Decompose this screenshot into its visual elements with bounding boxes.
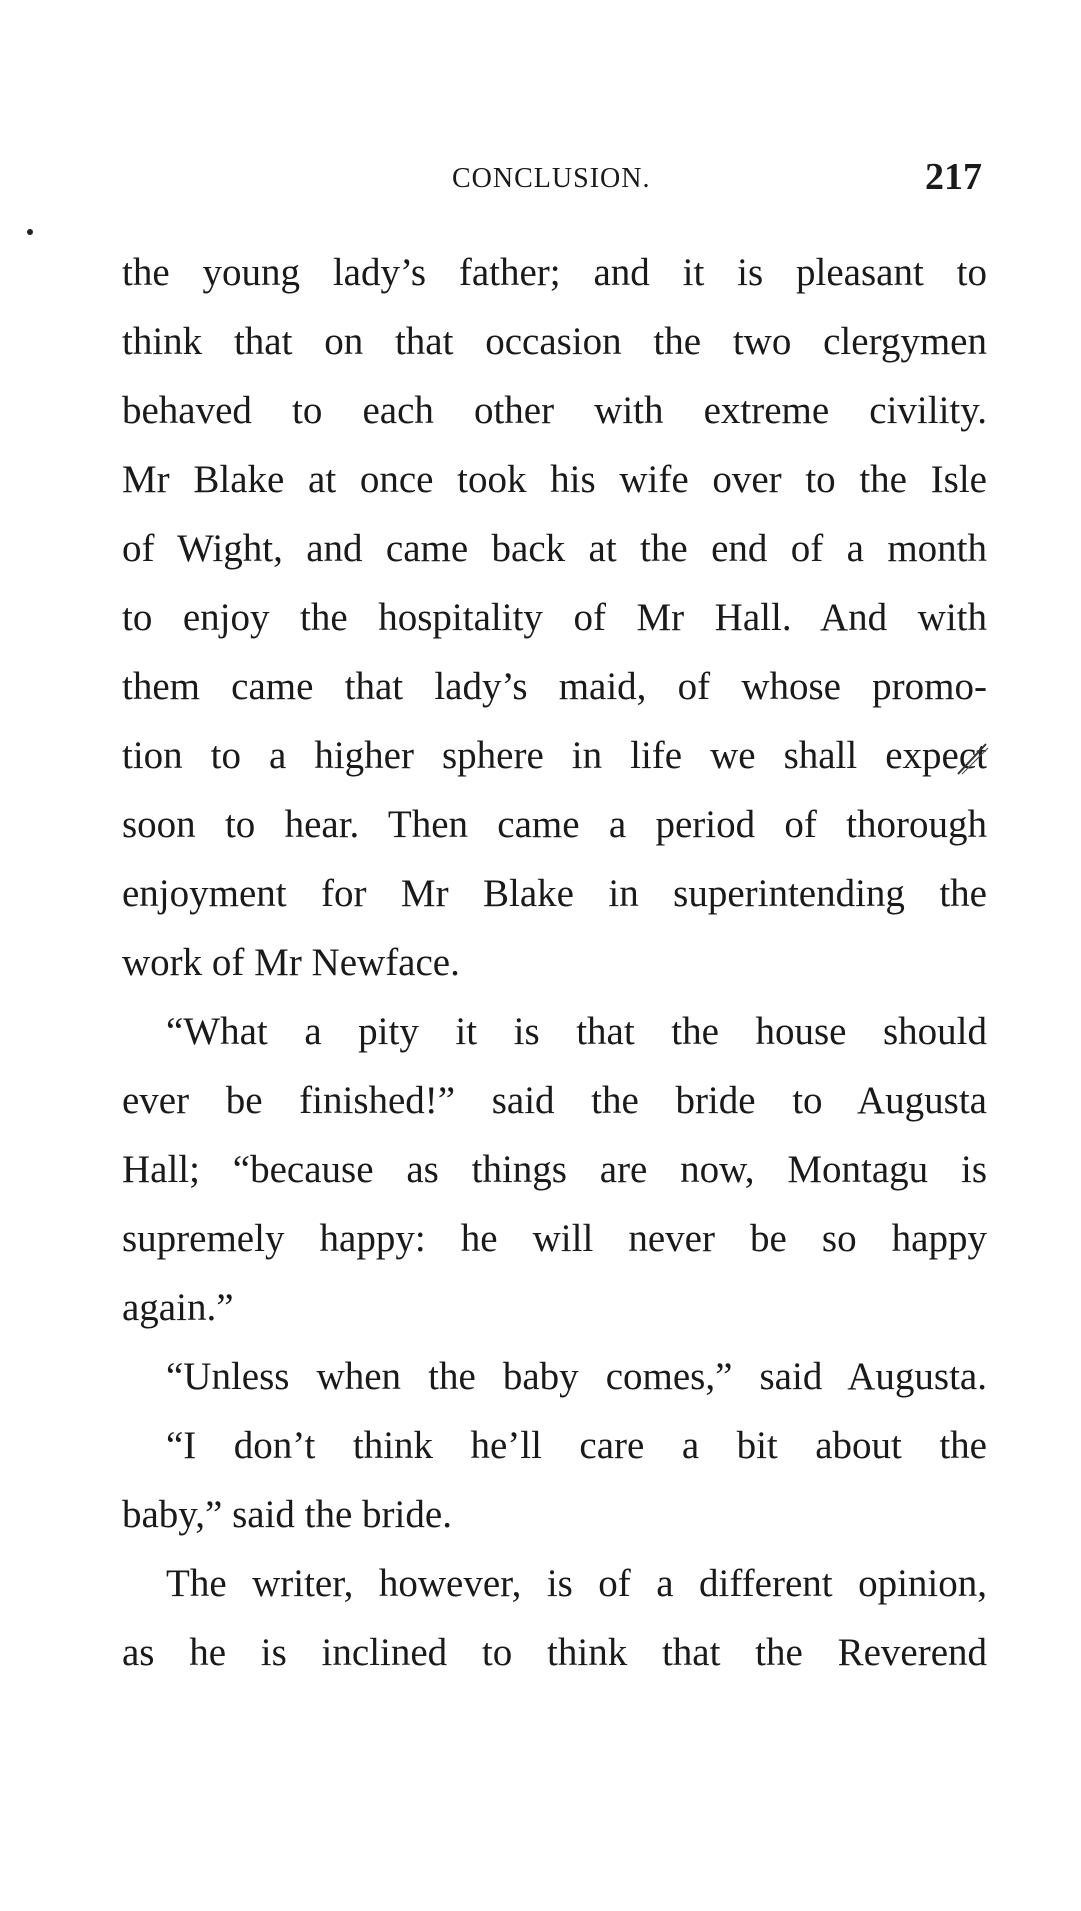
text-line: again.”: [122, 1286, 234, 1329]
text-line: enjoyment for Mr Blake in superintending the: [122, 872, 987, 915]
running-title: CONCLUSION.: [452, 163, 651, 194]
text-line: Mr Blake at once took his wife over to the Isle: [122, 458, 987, 501]
text-line: Hall; “because as things are now, Montagu is: [122, 1148, 987, 1191]
body-text: [122, 238, 987, 1687]
page-number: 217: [925, 156, 982, 198]
text-line: the young lady’s father; and it is pleasant to: [122, 251, 987, 294]
text-line: ever be finished!” said the bride to Augusta: [122, 1079, 987, 1122]
text-line: “I don’t think he’ll care a bit about the: [166, 1424, 987, 1467]
text-line: behaved to each other with extreme civility.: [122, 389, 987, 432]
text-line: work of Mr Newface.: [122, 941, 460, 984]
text-line: think that on that occasion the two clergymen: [122, 320, 987, 363]
text-line: supremely happy: he will never be so happy: [122, 1217, 987, 1260]
pen-mark-icon: [952, 738, 992, 778]
ink-speck: [27, 229, 33, 235]
text-line: baby,” said the bride.: [122, 1493, 452, 1536]
text-line: “Unless when the baby comes,” said Augusta.: [166, 1355, 987, 1398]
text-line: them came that lady’s maid, of whose promo-: [122, 665, 987, 708]
text-line: as he is inclined to think that the Reverend: [122, 1631, 987, 1674]
text-line: to enjoy the hospitality of Mr Hall. And with: [122, 596, 987, 639]
text-line: of Wight, and came back at the end of a month: [122, 527, 987, 570]
running-head: [122, 155, 982, 205]
text-line: tion to a higher sphere in life we shall expect: [122, 734, 987, 777]
text-line: The writer, however, is of a different opinion,: [166, 1562, 987, 1605]
text-line: soon to hear. Then came a period of thorough: [122, 803, 987, 846]
text-line: “What a pity it is that the house should: [166, 1010, 987, 1053]
